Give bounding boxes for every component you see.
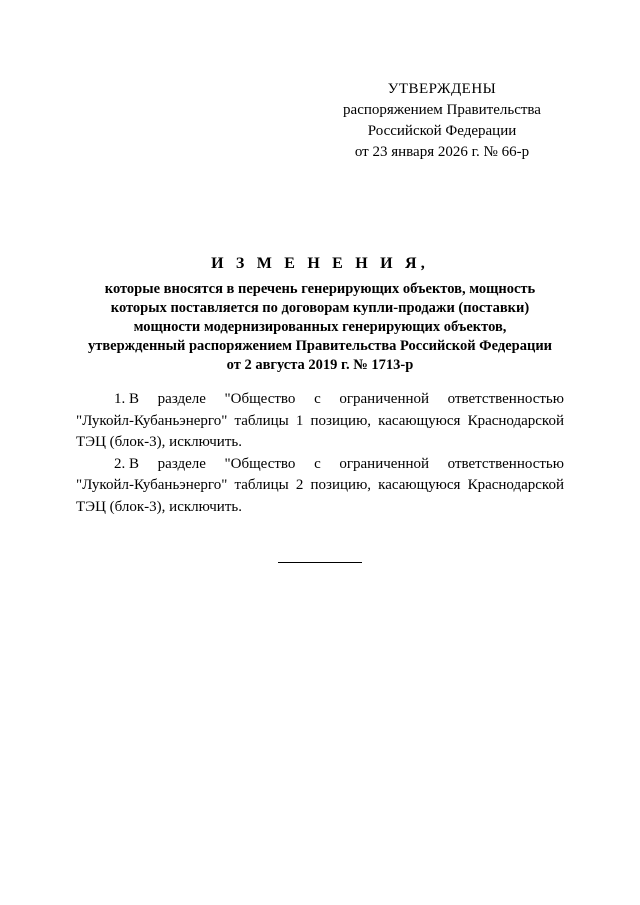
word: с [314,391,321,407]
word: касающуюся [378,412,461,429]
word: таблицы [234,477,289,493]
approval-date: от 23 января 2026 г. № 66-р [354,144,530,160]
word: Краснодарской [467,477,564,493]
paragraph-line [76,475,564,497]
word: "Лукойл-Кубаньэнерго" [76,477,228,493]
paragraph-1 [76,389,564,454]
approval-stamp [330,79,554,163]
word: ограниченной [339,455,430,472]
subtitle-line: которые вносятся в перечень генерирующих объектов, мощность [104,281,536,297]
document-body [76,389,564,518]
word: таблицы [234,412,289,429]
word: Краснодарской [467,412,564,429]
subtitle-line: утвержденный распоряжением Правительства Российской Федерации [87,338,553,354]
document-heading [40,252,600,375]
approval-issuer: распоряжением Правительства [343,102,541,118]
subtitle-line: от 2 августа 2019 г. № 1713-р [226,357,414,373]
word: разделе [157,455,206,472]
word: касающуюся [378,477,461,493]
end-separator-line [278,562,362,563]
paragraph-line [76,411,564,433]
word: "Общество [224,455,296,472]
word: ответственностью [447,455,564,472]
word: позицию, [310,412,372,429]
paragraph-2 [76,454,564,519]
word: "Лукойл-Кубаньэнерго" [76,412,228,429]
paragraph-line: ТЭЦ (блок-3), исключить. [76,434,242,450]
approval-title: УТВЕРЖДЕНЫ [387,81,497,97]
document-title: И З М Е Н Е Н И Я, [211,255,429,272]
word: "Общество [224,391,296,407]
word: ограниченной [339,391,430,407]
word: позицию, [310,477,372,493]
word: 2. В [114,455,140,472]
document-subtitle [40,280,600,375]
subtitle-line: мощности модернизированных генерирующих объектов, [133,319,507,335]
paragraph-line [76,389,564,411]
subtitle-line: которых поставляется по договорам купли-продажи (поставки) [110,300,530,316]
approval-issuer-country: Российской Федерации [367,123,517,139]
word: 1. В [114,391,140,407]
word: 1 [295,412,304,429]
word: 2 [295,477,304,493]
word: с [314,455,321,472]
paragraph-line: ТЭЦ (блок-3), исключить. [76,498,242,515]
word: ответственностью [447,391,564,407]
word: разделе [157,391,206,407]
paragraph-line [76,454,564,476]
